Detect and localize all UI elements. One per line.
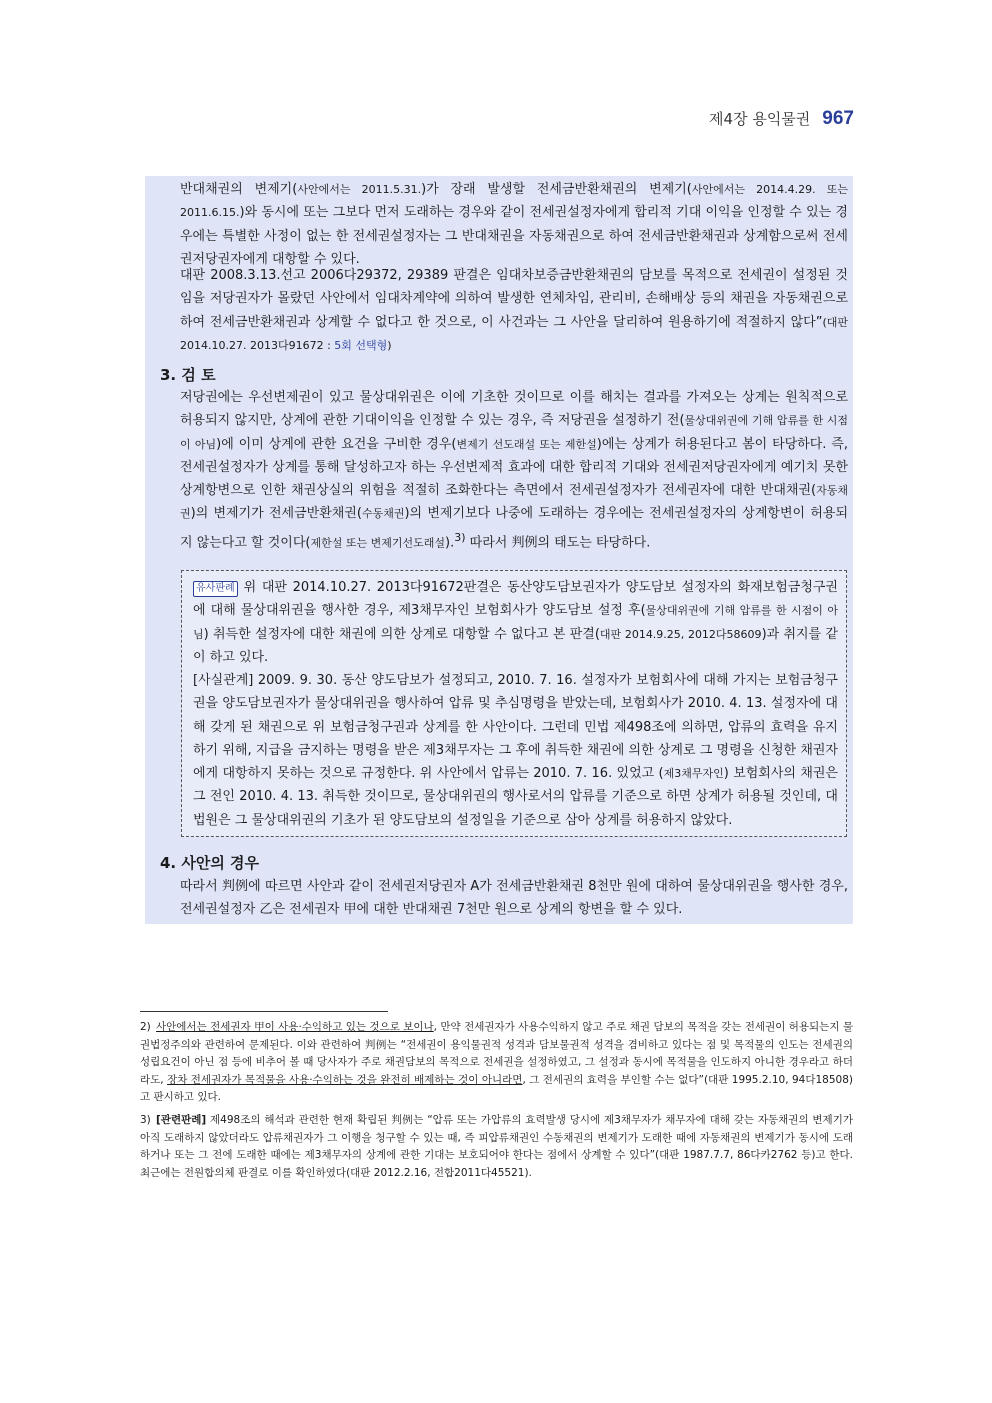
section-4-heading: 4. 사안의 경우 bbox=[160, 854, 260, 872]
paragraph-precedent-distinction: 대판 2008.3.13.선고 2006다29372, 29389 판결은 임대차보증금반환채권의 담보를 목적으로 전세권이 설정된 것임을 저당권자가 몰랐던 사안에서 임대차계약에 의하여 발생한 연체차임, 관리비, 손해배상 등의 채권을 자동채권으로 하여 전세금반환채권과 상계할 수 없다고 한 것으로, 이 사건과는 그 사안을 달리하여 원용하기에 적절하지 않다”(대판 2014.10.27. 2013다91672 : 5회 선택형) bbox=[180, 268, 848, 352]
section-3-heading: 3. 검 토 bbox=[160, 366, 216, 384]
footnote-ref-3[interactable]: 3) bbox=[454, 530, 466, 544]
selection-link[interactable]: 5회 선택형 bbox=[334, 338, 388, 352]
section-4-body: 따라서 判例에 따르면 사안과 같이 전세권저당권자 A가 전세금반환채권 8천만 원에 대하여 물상대위권을 행사한 경우, 전세권설정자 乙은 전세권자 甲에 대한 반대채권 7천만 원으로 상계의 항변을 할 수 있다. bbox=[180, 879, 848, 918]
paragraph-offset-condition: 반대채권의 변제기(사안에서는 2011.5.31.)가 장래 발생할 전세금반환채권의 변제기(사안에서는 2014.4.29. 또는 2011.6.15.)와 동시에 또는 그보다 먼저 도래하는 경우와 같이 전세권설정자에게 합리적 기대 이익을 인정할 수 있는 경우에는 특별한 사정이 없는 한 전세권설정자는 그 반대채권을 자동채권으로 하여 전세금반환채권과 상계함으로써 전세권저당권자에게 대항할 수 있다. bbox=[180, 182, 849, 267]
footnote-2: 2) 사안에서는 전세권자 甲이 사용·수익하고 있는 것으로 보이나, 만약 전세권자가 사용수익하지 않고 주로 채권 담보의 목적을 갖는 전세권이 허용되는지 물권법정주의와 관련하여 문제된다. 이와 관련하여 判例는 “전세권이 용익물권적 성격과 담보물권적 성격을 겸비하고 있다는 점 및 목적물의 인도는 전세권의 성립요건이 아닌 점 등에 비추어 볼 때 당사자가 주로 채권담보의 목적으로 전세권을 설정하였고, 그 설정과 동시에 목적물을 인도하지 아니한 경우라고 하더라도, 장차 전세권자가 목적물을 사용·수익하는 것을 완전히 배제하는 것이 아니라면, 그 전세권의 효력을 부인할 수는 없다”(대판 1995.2.10, 94다18508)고 판시하고 있다. bbox=[140, 1021, 853, 1103]
footnote-3: 3) [관련판례] 제498조의 해석과 관련한 현재 확립된 判例는 “압류 또는 가압류의 효력발생 당시에 제3채무자가 채무자에 대해 갖는 자동채권의 변제기가 아직 도래하지 않았더라도 압류채권자가 그 이행을 청구할 수 있는 때, 즉 피압류채권인 수동채권의 변제기가 도래한 때에 자동채권의 변제기가 동시에 도래하거나 또는 그 전에 도래한 때에는 제3채무자의 상계에 관한 기대는 보호되어야 한다는 점에서 상계할 수 있다”(대판 1987.7.7, 86다카2762 등)고 한다. 최근에는 전원합의체 판결로 이를 확인하였다(대판 2012.2.16, 전합2011다45521). bbox=[140, 1114, 853, 1179]
footnote-divider bbox=[140, 1011, 388, 1012]
section-3-body: 저당권에는 우선변제권이 있고 물상대위권은 이에 기초한 것이므로 이를 해치는 결과를 가져오는 상계는 원칙적으로 허용되지 않지만, 상계에 관한 기대이익을 인정할 수 있는 경우, 즉 저당권을 설정하기 전(물상대위권에 기해 압류를 한 시점이 아님)에 이미 상계에 관한 요건을 구비한 경우(변제기 선도래설 또는 제한설)에는 상계가 허용된다고 봄이 타당하다. 즉, 전세권설정자가 상계를 통해 달성하고자 하는 우선변제적 효과에 대한 합리적 기대와 전세권저당권자에게 예기치 못한 상계항변으로 인한 채권상실의 위험을 적절히 조화한다는 측면에서 전세권설정자가 전세권자에 대한 반대채권(자동채권)의 변제기가 전세금반환채권(수동채권)의 변제기보다 나중에 도래하는 경우에는 전세권설정자의 상계항변이 허용되지 않는다고 할 것이다(제한설 또는 변제기선도래설).$^{3)}$ 따라서 判例의 태도는 타당하다. bbox=[180, 390, 849, 551]
fact-relation-text: [사실관계] 2009. 9. 30. 동산 양도담보가 설정되고, 2010. 7. 16. 설정자가 보험회사에 대해 가지는 보험금청구권을 양도담보권자가 물상대위권을 행사하여 압류 및 추심명령을 받았는데, 보험회사가 2010. 4. 13. 설정자에 대해 갖게 된 채권으로 위 보험금청구권과 상계를 한 사안이다. 그런데 민법 제498조에 의하면, 압류의 효력을 유지하기 위해, 지급을 금지하는 명령을 받은 제3채무자는 그 후에 취득한 채권에 의한 상계로 그 명령을 신청한 채권자에게 대항하지 못하는 것으로 규정한다. 위 사안에서 압류는 2010. 7. 16. 있었고 (제3채무자인) 보험회사의 채권은 그 전인 2010. 4. 13. 취득한 것이므로, 물상대위권의 행사로서의 압류를 기준으로 하면 상계가 허용될 것인데, 대법원은 그 물상대위권의 기초가 된 양도담보의 설정일을 기준으로 삼아 상계를 허용하지 않았다. bbox=[193, 673, 838, 828]
chapter-title: 제4장 용익물권 bbox=[709, 110, 811, 128]
page-header bbox=[709, 108, 854, 130]
similar-precedent-text: 유사판례 위 대판 2014.10.27. 2013다91672판결은 동산양도담보권자가 양도담보 설정자의 화재보험금청구권에 대해 물상대위권을 행사한 경우, 제3채무자인 보험회사가 양도담보 설정 후(물상대위권에 기해 압류를 한 시점이 아님) 취득한 설정자에 대한 채권에 의한 상계로 대항할 수 없다고 본 판결(대판 2014.9.25, 2012다58609)과 취지를 같이 하고 있다. bbox=[193, 580, 839, 665]
page-number: 967 bbox=[822, 108, 854, 129]
similar-precedent-tag: 유사판례 bbox=[193, 581, 238, 597]
